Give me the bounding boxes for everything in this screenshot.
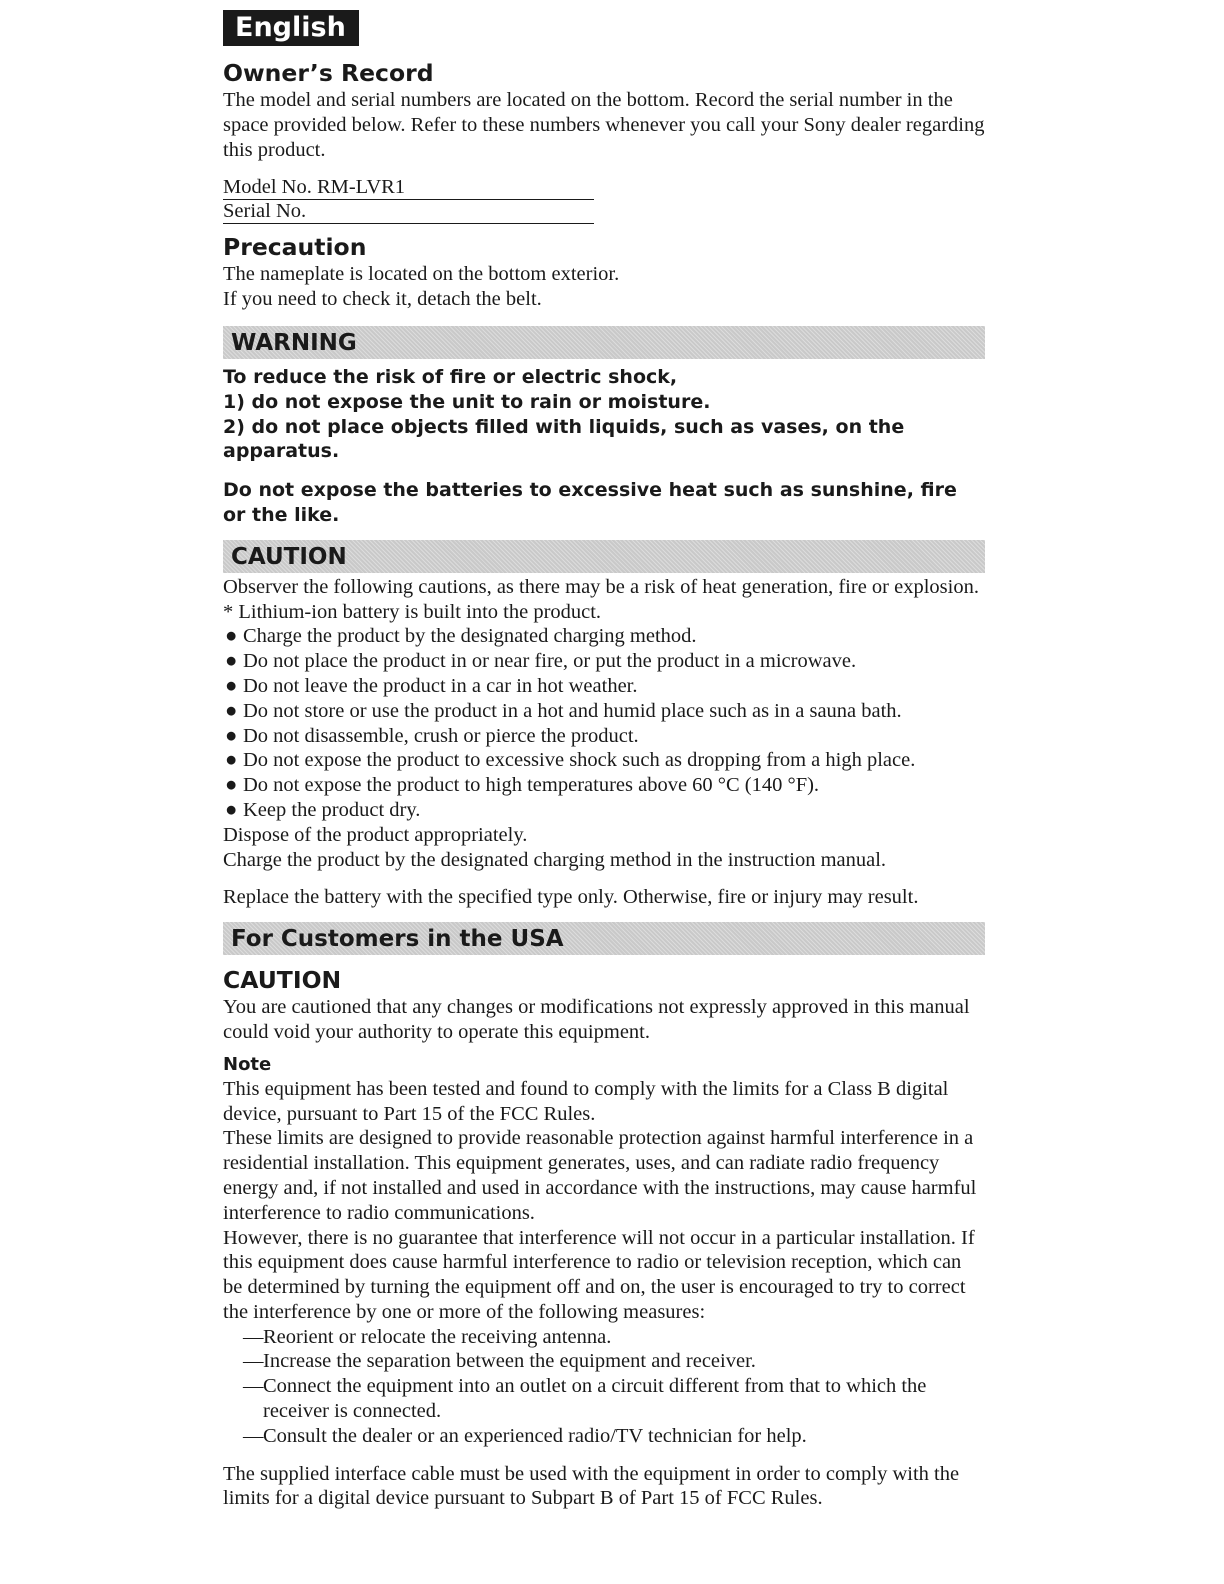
list-item: — Connect the equipment into an outlet on a circuit different from that to which the receiver is connected. <box>243 1375 927 1423</box>
usa-caution-text: You are cautioned that any changes or modifications not expressly approved in this manual could void your authority to operate this equipment. <box>223 996 970 1043</box>
warning-banner: WARNING <box>223 326 985 359</box>
warning-section <box>223 326 985 528</box>
list-item: ● Do not store or use the product in a hot and humid place such as in a sauna bath. <box>225 699 902 722</box>
owners-record-text: The model and serial numbers are located on the bottom. Record the serial number in the space provided below. Refer to these numbers whenever you call your Sony dealer regarding this product. <box>223 89 985 161</box>
list-item: ● Charge the product by the designated charging method. <box>225 625 697 648</box>
bullet-icon: ● <box>225 774 238 797</box>
bullet-icon: ● <box>225 650 238 673</box>
list-item: ● Do not expose the product to high temperatures above 60 °C (140 °F). <box>225 774 820 797</box>
serial-number-line: Serial No. <box>223 200 594 224</box>
list-item: ● Do not leave the product in a car in hot weather. <box>225 674 638 697</box>
precaution-line-2: If you need to check it, detach the belt. <box>223 288 542 311</box>
bullet-icon: ● <box>225 625 238 648</box>
manual-page <box>223 10 985 1511</box>
caution-bullet-list <box>223 624 985 822</box>
dash-icon: — <box>243 1350 264 1373</box>
list-item: ● Keep the product dry. <box>225 798 421 821</box>
note-paragraph-2: These limits are designed to provide reasonable protection against harmful interference in a residential installation. This equipment generates, uses, and can radiate radio frequency energy and, if not installed and used in accordance with the instructions, may cause harmful interference to radio communications. <box>223 1127 977 1224</box>
precaution-line-1: The nameplate is located on the bottom exterior. <box>223 263 620 286</box>
usa-caution-heading: CAUTION <box>223 966 342 995</box>
list-item: ● Do not disassemble, crush or pierce the product. <box>225 724 639 747</box>
list-item: — Consult the dealer or an experienced radio/TV technician for help. <box>243 1424 807 1447</box>
bullet-icon: ● <box>225 699 238 722</box>
bullet-icon: ● <box>225 798 238 821</box>
replace-text: Replace the battery with the specified type only. Otherwise, fire or injury may result. <box>223 886 919 909</box>
charge-text: Charge the product by the designated charging method in the instruction manual. <box>223 848 887 871</box>
note-paragraph-3: However, there is no guarantee that interference will not occur in a particular installation. If this equipment does cause harmful interference to radio or television reception, which can be determined by turning the equipment off and on, the user is encouraged to try to correct the interference by one or more of the following measures: <box>223 1226 975 1323</box>
dash-icon: — <box>243 1325 264 1348</box>
model-number-line: Model No. RM-LVR1 <box>223 176 594 200</box>
bullet-icon: ● <box>225 749 238 772</box>
dispose-text: Dispose of the product appropriately. <box>223 823 528 846</box>
caution-banner: CAUTION <box>223 540 985 573</box>
language-tab: English <box>223 10 359 46</box>
warning-line-3: 2) do not place objects filled with liquids, such as vases, on the apparatus. <box>223 415 905 463</box>
caution-intro: Observer the following cautions, as there may be a risk of heat generation, fire or explosion. <box>223 575 979 598</box>
measures-list <box>223 1325 985 1449</box>
owners-record-heading: Owner’s Record <box>223 59 434 87</box>
owners-record-section <box>223 58 985 224</box>
dash-icon: — <box>243 1375 264 1398</box>
battery-note: * Lithium-ion battery is built into the product. <box>223 600 602 623</box>
list-item: — Increase the separation between the equipment and receiver. <box>243 1350 756 1373</box>
dash-icon: — <box>243 1424 264 1447</box>
warning-line-2: 1) do not expose the unit to rain or moisture. <box>223 390 711 413</box>
bullet-icon: ● <box>225 724 238 747</box>
note-heading: Note <box>223 1053 272 1075</box>
note-paragraph-1: This equipment has been tested and found to comply with the limits for a Class B digital device, pursuant to Part 15 of the FCC Rules. <box>223 1077 949 1125</box>
bullet-icon: ● <box>225 674 238 697</box>
warning-line-1: To reduce the risk of fire or electric shock, <box>223 365 678 388</box>
warning-batteries: Do not expose the batteries to excessive heat such as sunshine, fire or the like. <box>223 479 957 526</box>
list-item: ● Do not expose the product to excessive shock such as dropping from a high place. <box>225 749 916 772</box>
precaution-section <box>223 232 985 312</box>
cable-text: The supplied interface cable must be used with the equipment in order to comply with the limits for a digital device pursuant to Subpart B of Part 15 of FCC Rules. <box>223 1462 960 1510</box>
list-item: — Reorient or relocate the receiving antenna. <box>243 1325 612 1348</box>
usa-banner: For Customers in the USA <box>223 922 985 955</box>
usa-section <box>223 922 985 1511</box>
precaution-heading: Precaution <box>223 233 367 262</box>
record-fields <box>223 176 594 224</box>
caution-section <box>223 540 985 910</box>
list-item: ● Do not place the product in or near fire, or put the product in a microwave. <box>225 650 857 673</box>
